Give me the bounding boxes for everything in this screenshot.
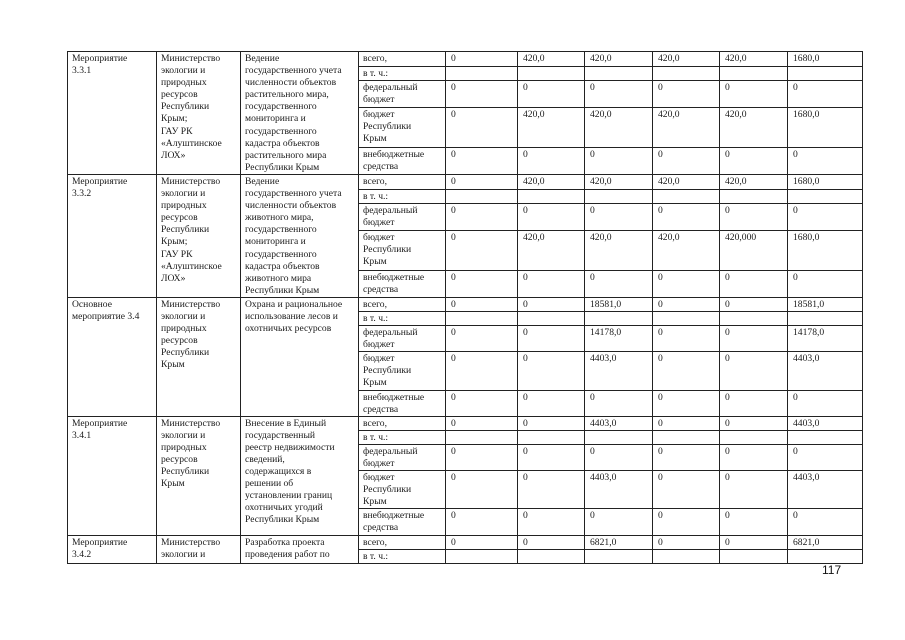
funding-source-cell: в т. ч.: [359,549,446,563]
value-cell: 1680,0 [788,231,863,271]
value-cell: 4403,0 [788,416,863,430]
value-cell: 4403,0 [585,471,653,509]
value-cell: 0 [788,444,863,470]
value-cell: 0 [585,204,653,231]
value-cell: 0 [518,471,585,509]
value-cell [788,189,863,204]
value-cell [720,66,788,81]
value-cell: 0 [788,204,863,231]
value-cell [446,311,518,325]
value-cell: 0 [720,270,788,297]
value-cell: 0 [518,297,585,311]
value-cell: 0 [720,416,788,430]
value-cell: 420,0 [518,52,585,67]
funding-source-cell: всего, [359,416,446,430]
table-row [68,174,863,189]
value-cell: 0 [446,471,518,509]
funding-source-cell: федеральный бюджет [359,444,446,470]
value-cell: 0 [446,231,518,271]
executor-cell: Министерство экологии и природных ресурсов Республики Крым; ГАУ РК «Алуштинское ЛОХ» [157,52,241,175]
event-cell: Мероприятие 3.4.2 [68,535,157,563]
value-cell: 0 [720,471,788,509]
value-cell [653,189,720,204]
value-cell: 0 [518,147,585,174]
value-cell [653,549,720,563]
value-cell [585,430,653,444]
table-row [68,416,863,430]
value-cell: 420,0 [518,108,585,148]
value-cell [653,430,720,444]
value-cell [518,549,585,563]
value-cell: 420,0 [720,174,788,189]
value-cell: 420,0 [585,174,653,189]
value-cell: 1680,0 [788,52,863,67]
value-cell: 0 [585,390,653,416]
value-cell: 0 [720,352,788,390]
value-cell: 0 [653,297,720,311]
value-cell: 0 [653,509,720,535]
value-cell: 0 [653,444,720,470]
value-cell: 0 [653,204,720,231]
value-cell: 0 [446,297,518,311]
value-cell: 420,0 [720,108,788,148]
value-cell: 0 [653,471,720,509]
value-cell: 0 [585,444,653,470]
event-cell: Основное мероприятие 3.4 [68,297,157,416]
value-cell [788,66,863,81]
value-cell: 0 [788,147,863,174]
value-cell: 0 [653,270,720,297]
event-cell: Мероприятие 3.3.1 [68,52,157,175]
value-cell: 0 [518,509,585,535]
table-row [68,52,863,67]
value-cell: 0 [446,174,518,189]
funding-source-cell: внебюджетные средства [359,147,446,174]
value-cell [446,66,518,81]
value-cell: 0 [585,509,653,535]
description-cell: Разработка проекта проведения работ по [241,535,359,563]
value-cell: 0 [653,81,720,108]
value-cell [720,430,788,444]
value-cell [788,430,863,444]
value-cell: 420,0 [518,174,585,189]
executor-cell: Министерство экологии и природных ресурсов Республики Крым [157,297,241,416]
funding-source-cell: всего, [359,174,446,189]
value-cell [788,311,863,325]
table-row [68,297,863,311]
value-cell: 0 [788,390,863,416]
value-cell: 0 [446,270,518,297]
value-cell: 18581,0 [788,297,863,311]
value-cell: 0 [446,535,518,549]
description-cell: Охрана и рациональное использование лесов и охотничьих ресурсов [241,297,359,416]
value-cell: 14178,0 [585,326,653,352]
value-cell: 0 [446,390,518,416]
description-cell: Внесение в Единый государственный реестр недвижимости сведений, содержащихся в решении об установлении границ охотничьих угодий Республики Крым [241,416,359,535]
value-cell: 0 [585,81,653,108]
description-cell: Ведение государственного учета численности объектов растительного мира, государственного мониторинга и государственного кадастра объектов растительного мира Республики Крым [241,52,359,175]
funding-source-cell: бюджет Республики Крым [359,108,446,148]
value-cell: 0 [446,204,518,231]
value-cell: 0 [720,535,788,549]
value-cell: 0 [518,444,585,470]
executor-cell: Министерство экологии и природных ресурсов Республики Крым [157,416,241,535]
page-number: 117 [822,563,842,577]
value-cell [720,549,788,563]
value-cell: 0 [518,416,585,430]
value-cell [585,66,653,81]
value-cell: 0 [518,535,585,549]
budget-table [67,51,863,564]
value-cell: 420,0 [653,174,720,189]
value-cell [446,549,518,563]
value-cell: 0 [446,416,518,430]
funding-source-cell: внебюджетные средства [359,509,446,535]
value-cell [518,430,585,444]
funding-source-cell: федеральный бюджет [359,326,446,352]
value-cell: 0 [653,326,720,352]
table-body [68,52,863,564]
value-cell: 6821,0 [788,535,863,549]
description-cell: Ведение государственного учета численности объектов животного мира, государственного мониторинга и государственного кадастра объектов животного мира Республики Крым [241,174,359,297]
value-cell: 0 [585,270,653,297]
funding-source-cell: всего, [359,535,446,549]
value-cell: 0 [653,147,720,174]
value-cell: 0 [720,509,788,535]
funding-source-cell: в т. ч.: [359,66,446,81]
funding-source-cell: внебюджетные средства [359,270,446,297]
value-cell: 0 [518,390,585,416]
funding-source-cell: федеральный бюджет [359,204,446,231]
table-row [68,535,863,549]
value-cell: 420,0 [653,52,720,67]
value-cell: 0 [446,81,518,108]
funding-source-cell: в т. ч.: [359,430,446,444]
value-cell: 420,0 [518,231,585,271]
value-cell: 14178,0 [788,326,863,352]
value-cell: 0 [518,81,585,108]
event-cell: Мероприятие 3.3.2 [68,174,157,297]
value-cell: 0 [720,326,788,352]
value-cell [585,311,653,325]
value-cell: 0 [446,352,518,390]
funding-source-cell: в т. ч.: [359,311,446,325]
value-cell: 420,0 [585,52,653,67]
funding-source-cell: в т. ч.: [359,189,446,204]
value-cell [585,189,653,204]
value-cell [788,549,863,563]
value-cell [446,189,518,204]
value-cell: 0 [446,444,518,470]
value-cell: 0 [446,147,518,174]
value-cell: 420,0 [585,108,653,148]
value-cell [585,549,653,563]
value-cell: 0 [518,326,585,352]
value-cell: 420,000 [720,231,788,271]
value-cell: 0 [653,352,720,390]
value-cell [518,189,585,204]
value-cell: 0 [720,204,788,231]
value-cell: 0 [788,270,863,297]
funding-source-cell: всего, [359,297,446,311]
value-cell: 0 [585,147,653,174]
value-cell [653,66,720,81]
value-cell: 0 [653,416,720,430]
value-cell: 0 [446,509,518,535]
event-cell: Мероприятие 3.4.1 [68,416,157,535]
funding-source-cell: внебюджетные средства [359,390,446,416]
value-cell: 0 [446,108,518,148]
value-cell: 0 [518,270,585,297]
value-cell [720,311,788,325]
value-cell: 0 [518,352,585,390]
value-cell: 18581,0 [585,297,653,311]
value-cell [518,66,585,81]
value-cell: 420,0 [720,52,788,67]
value-cell: 1680,0 [788,108,863,148]
value-cell: 420,0 [653,231,720,271]
value-cell: 0 [653,390,720,416]
funding-source-cell: бюджет Республики Крым [359,352,446,390]
value-cell: 0 [446,326,518,352]
value-cell: 0 [720,390,788,416]
value-cell: 4403,0 [788,471,863,509]
value-cell: 0 [788,509,863,535]
funding-source-cell: бюджет Республики Крым [359,231,446,271]
value-cell: 4403,0 [788,352,863,390]
value-cell: 1680,0 [788,174,863,189]
value-cell: 420,0 [653,108,720,148]
value-cell: 4403,0 [585,416,653,430]
value-cell [446,430,518,444]
value-cell: 4403,0 [585,352,653,390]
funding-source-cell: федеральный бюджет [359,81,446,108]
funding-source-cell: всего, [359,52,446,67]
executor-cell: Министерство экологии и [157,535,241,563]
value-cell: 0 [720,81,788,108]
value-cell [518,311,585,325]
value-cell: 0 [720,444,788,470]
value-cell: 0 [446,52,518,67]
funding-source-cell: бюджет Республики Крым [359,471,446,509]
value-cell [653,311,720,325]
value-cell: 420,0 [585,231,653,271]
value-cell: 0 [518,204,585,231]
value-cell: 0 [788,81,863,108]
value-cell: 6821,0 [585,535,653,549]
value-cell: 0 [720,297,788,311]
value-cell [720,189,788,204]
value-cell: 0 [720,147,788,174]
value-cell: 0 [653,535,720,549]
executor-cell: Министерство экологии и природных ресурсов Республики Крым; ГАУ РК «Алуштинское ЛОХ» [157,174,241,297]
